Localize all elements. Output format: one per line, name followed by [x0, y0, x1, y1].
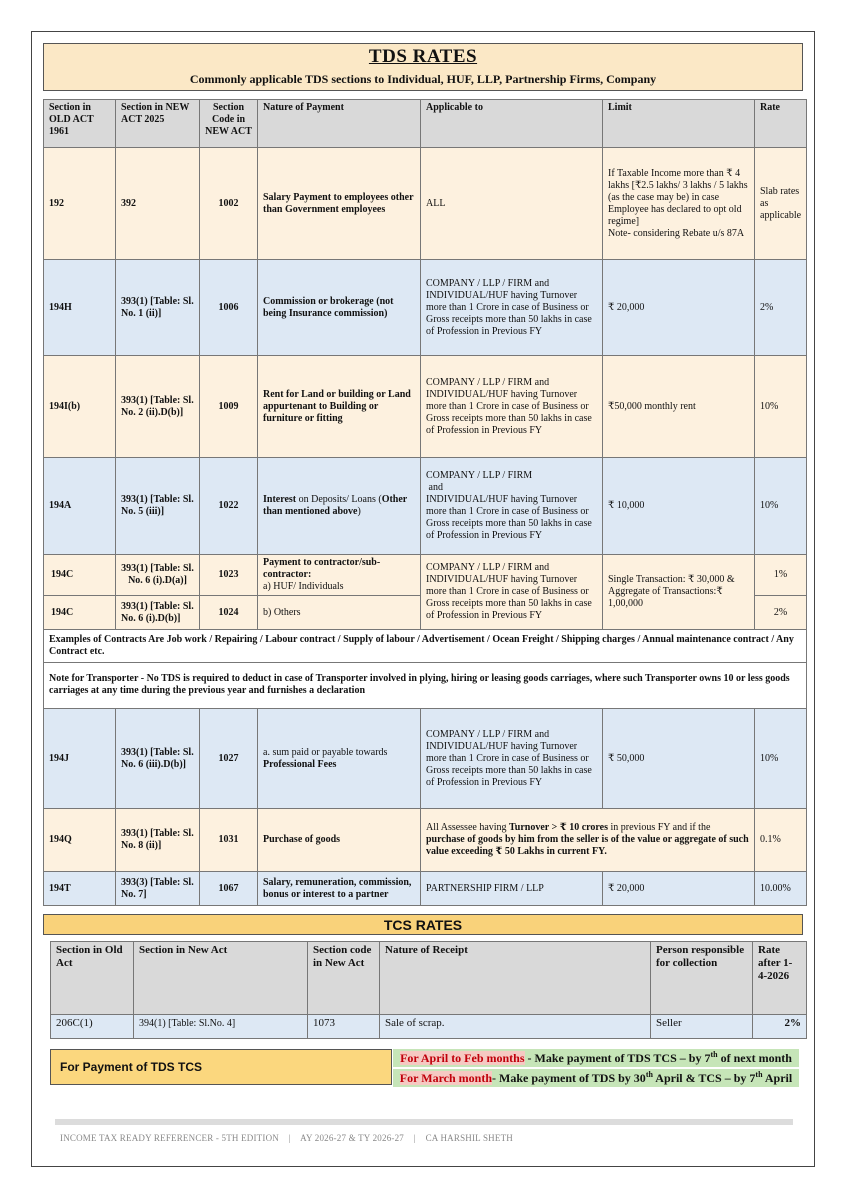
rate: 10%: [755, 458, 807, 555]
nature-of-payment: Salary, remuneration, commission, bonus or interest to a partner: [258, 872, 421, 906]
tcs-section-code: 1073: [308, 1015, 380, 1039]
nature-of-payment: Purchase of goods: [258, 809, 421, 872]
nature-of-payment: Rent for Land or building or Land appurtenant to Building or furniture or fitting: [258, 356, 421, 458]
new-section: 393(1) [Table: Sl. No. 5 (iii)]: [116, 458, 200, 555]
applicable-to: COMPANY / LLP / FIRM and INDIVIDUAL/HUF having Turnover more than 1 Crore in case of Business or Gross receipts more than 50 lakhs in case of Profession in Previous FY: [421, 555, 603, 630]
section-code: 1009: [200, 356, 258, 458]
applicable-to: ALL: [421, 148, 603, 260]
tcs-header-row: [51, 942, 807, 1015]
table-row: [44, 356, 807, 458]
tcs-person: Seller: [651, 1015, 753, 1039]
new-section: 393(1) [Table: Sl. No. 6 (i).D(b)]: [116, 596, 200, 630]
tcs-nature: Sale of scrap.: [380, 1015, 651, 1039]
transporter-note: Note for Transporter - No TDS is required to deduct in case of Transporter involved in plying, hiring or leasing goods carriages, where such Transporter owns 10 or less goods carriages at any time during the previous year and furnishes a declaration: [44, 663, 807, 709]
nature-part: Interest: [263, 494, 297, 505]
nature-part: a) HUF/ Individuals: [263, 581, 344, 592]
old-section: 194I(b): [44, 356, 116, 458]
page-title: TDS RATES: [368, 46, 478, 67]
rate: 2%: [755, 260, 807, 356]
tcs-header-old: Section in Old Act: [51, 942, 134, 1015]
notes-row: [44, 630, 807, 663]
tcs-new-section: 394(1) [Table: Sl.No. 4]: [134, 1015, 308, 1039]
section-code: 1022: [200, 458, 258, 555]
limit-text: If Taxable Income more than ₹ 4 lakhs [₹2.5 lakhs/ 3 lakhs / 5 lakhs (as the case may be) in case Employee has declared to opt old regime]: [608, 167, 748, 227]
limit-note: Note- considering Rebate u/s 87A: [608, 227, 745, 239]
nature-part: ): [357, 506, 361, 517]
applicable-part: Turnover > ₹ 10 crores: [509, 822, 608, 833]
payment-text: - Make payment of TDS by 30: [492, 1071, 646, 1085]
notes-row: [44, 663, 807, 709]
table-row: [44, 809, 807, 872]
old-section: 194T: [44, 872, 116, 906]
rate: 10.00%: [755, 872, 807, 906]
rate: 2%: [755, 596, 807, 630]
payment-sup: th: [645, 1070, 653, 1079]
old-section: 192: [44, 148, 116, 260]
rate: 10%: [755, 356, 807, 458]
payment-sup: th: [710, 1050, 718, 1059]
tcs-header-nature: Nature of Receipt: [380, 942, 651, 1015]
table-row: [44, 709, 807, 809]
section-code: 1023: [200, 555, 258, 596]
applicable-to: COMPANY / LLP / FIRM and INDIVIDUAL/HUF having Turnover more than 1 Crore in case of Business or Gross receipts more than 50 lakhs in case of Profession in Previous FY: [421, 709, 603, 809]
applicable-part: All Assessee having: [426, 822, 510, 833]
page-subtitle: Commonly applicable TDS sections to Individual, HUF, LLP, Partnership Firms, Company: [189, 72, 657, 86]
limit: ₹ 20,000: [603, 872, 755, 906]
section-code: 1024: [200, 596, 258, 630]
new-section: 393(1) [Table: Sl. No. 2 (ii).D(b)]: [116, 356, 200, 458]
table-row: [44, 872, 807, 906]
nature-part: Other than mentioned above: [263, 494, 408, 517]
applicable-part: purchase of goods by him from the seller is of the value or aggregate of such value exceeding ₹ 50 Lakhs in current FY.: [426, 834, 749, 857]
tcs-header-code: Section code in New Act: [308, 942, 380, 1015]
applicable-to: [421, 458, 603, 555]
header-applicable: Applicable to: [421, 100, 603, 148]
applicable-to: COMPANY / LLP / FIRM and INDIVIDUAL/HUF having Turnover more than 1 Crore in case of Business or Gross receipts more than 50 lakhs in case of Profession in Previous FY: [421, 260, 603, 356]
section-code: 1027: [200, 709, 258, 809]
new-section: 393(1) [Table: Sl. No. 6 (iii).D(b)]: [116, 709, 200, 809]
header-section-code: Section Code in NEW ACT: [200, 100, 258, 148]
tds-title-box: [43, 43, 803, 91]
payment-label: For Payment of TDS TCS: [50, 1049, 392, 1085]
limit: ₹50,000 monthly rent: [603, 356, 755, 458]
limit: ₹ 50,000: [603, 709, 755, 809]
nature-part: a. sum paid or payable towards: [263, 746, 388, 758]
section-code: 1002: [200, 148, 258, 260]
tcs-table: [50, 941, 807, 1039]
limit: [603, 148, 755, 260]
nature-part: Payment to contractor/sub-contractor:: [263, 557, 381, 580]
section-code: 1006: [200, 260, 258, 356]
footer-divider: [55, 1119, 793, 1125]
tcs-header-rate: Rate after 1-4-2026: [753, 942, 807, 1015]
rate: 1%: [755, 555, 807, 596]
old-section: 194C: [44, 555, 116, 596]
payment-period: For April to Feb months: [400, 1051, 525, 1065]
limit: ₹ 10,000: [603, 458, 755, 555]
new-section: 393(1) [Table: Sl. No. 1 (ii)]: [116, 260, 200, 356]
applicable-part: and: [428, 482, 443, 493]
table-row: [44, 148, 807, 260]
footer-text: INCOME TAX READY REFERENCER - 5TH EDITION | AY 2026-27 & TY 2026-27 | CA HARSHIL SHETH: [60, 1133, 513, 1143]
old-section: 194Q: [44, 809, 116, 872]
nature-part: Professional Fees: [263, 758, 337, 770]
tcs-header-person: Person responsible for collection: [651, 942, 753, 1015]
nature-of-payment: b) Others: [258, 596, 421, 630]
tcs-title: TCS RATES: [43, 914, 803, 935]
header-old-section: Section in OLD ACT 1961: [44, 100, 116, 148]
nature-of-payment: [258, 709, 421, 809]
payment-text: April & TCS – by 7: [652, 1071, 756, 1085]
old-section: 194A: [44, 458, 116, 555]
contracts-note: Examples of Contracts Are Job work / Repairing / Labour contract / Supply of labour / Advertisement / Ocean Freight / Shipping charges / Annual maintenance contract / Any Contract etc.: [44, 630, 807, 663]
nature-of-payment: Salary Payment to employees other than Government employees: [258, 148, 421, 260]
tcs-rate: 2%: [753, 1015, 807, 1039]
limit: Single Transaction: ₹ 30,000 & Aggregate of Transactions:₹ 1,00,000: [603, 555, 755, 630]
applicable-part: in previous FY and if the: [608, 822, 711, 833]
header-nature: Nature of Payment: [258, 100, 421, 148]
table-row: [44, 458, 807, 555]
tds-header-row: [44, 100, 807, 148]
payment-period: For March month: [399, 1071, 493, 1085]
nature-part: on Deposits/ Loans (: [296, 494, 382, 505]
section-code: 1067: [200, 872, 258, 906]
limit: ₹ 20,000: [603, 260, 755, 356]
new-section: 393(3) [Table: Sl. No. 7]: [116, 872, 200, 906]
applicable-to: COMPANY / LLP / FIRM and INDIVIDUAL/HUF having Turnover more than 1 Crore in case of Business or Gross receipts more than 50 lakhs in case of Profession in Previous FY: [421, 356, 603, 458]
rate: Slab rates as applicable: [755, 148, 807, 260]
header-rate: Rate: [755, 100, 807, 148]
payment-text: of next month: [717, 1051, 792, 1065]
old-section: 194H: [44, 260, 116, 356]
tcs-old-section: 206C(1): [51, 1015, 134, 1039]
header-new-section: Section in NEW ACT 2025: [116, 100, 200, 148]
payment-line-march: [393, 1069, 799, 1087]
applicable-part: INDIVIDUAL/HUF having Turnover more than 1 Crore in case of Business or Gross receipts more than 50 lakhs in case of Profession in Previous FY: [426, 494, 592, 541]
applicable-to: [421, 809, 755, 872]
payment-sup: th: [755, 1070, 763, 1079]
nature-of-payment: Commission or brokerage (not being Insurance commission): [258, 260, 421, 356]
table-row: [44, 260, 807, 356]
tcs-header-new: Section in New Act: [134, 942, 308, 1015]
rate: 10%: [755, 709, 807, 809]
old-section: 194C: [44, 596, 116, 630]
payment-text: - Make payment of TDS TCS – by 7: [524, 1051, 711, 1065]
payment-line-april-feb: [393, 1049, 799, 1067]
tds-table: [43, 99, 807, 906]
old-section: 194J: [44, 709, 116, 809]
new-section: 392: [116, 148, 200, 260]
header-limit: Limit: [603, 100, 755, 148]
payment-text: April: [762, 1071, 793, 1085]
new-section: 393(1) [Table: Sl. No. 8 (ii)]: [116, 809, 200, 872]
section-code: 1031: [200, 809, 258, 872]
applicable-to: PARTNERSHIP FIRM / LLP: [421, 872, 603, 906]
rate: 0.1%: [755, 809, 807, 872]
new-section: 393(1) [Table: Sl. No. 6 (i).D(a)]: [116, 555, 200, 596]
nature-of-payment: [258, 458, 421, 555]
nature-of-payment: [258, 555, 421, 596]
table-row: [44, 555, 807, 596]
applicable-part: COMPANY / LLP / FIRM: [426, 470, 533, 481]
table-row: [51, 1015, 807, 1039]
